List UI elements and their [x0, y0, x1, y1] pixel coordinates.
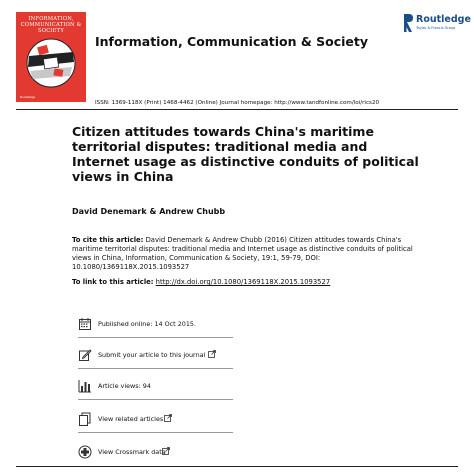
item-divider	[78, 337, 233, 338]
issn-homepage-line[interactable]: ISSN: 1369-118X (Print) 1468-4462 (Online) Journal homepage: http://www.tandfonline.com/loi/rics20	[95, 100, 380, 106]
external-link-icon	[164, 414, 172, 422]
item-divider	[78, 399, 233, 400]
related-articles-link[interactable]: View related articles	[98, 415, 164, 423]
article-authors: David Denemark & Andrew Chubb	[72, 207, 226, 216]
article-doi-link[interactable]: http://dx.doi.org/10.1080/1369118X.2015.1093527	[155, 278, 331, 286]
footer-divider	[16, 466, 458, 467]
routledge-logo-icon	[402, 13, 414, 33]
article-views-label: Article views: 94	[98, 382, 151, 390]
article-title: Citizen attitudes towards China's maritime territorial disputes: traditional media and Internet usage as distinctive conduits of political views in China	[72, 124, 419, 184]
edit-icon	[78, 348, 92, 362]
link-label: To link to this article:	[72, 278, 154, 286]
citation-label: To cite this article:	[72, 236, 144, 244]
bar-chart-icon	[78, 379, 92, 393]
submit-article-link[interactable]: Submit your article to this journal	[98, 351, 206, 359]
cover-title: INFORMATION, COMMUNICATION & SOCIETY	[20, 16, 82, 34]
item-divider	[78, 432, 233, 433]
documents-icon	[78, 412, 92, 426]
crossmark-link[interactable]: View Crossmark data	[98, 448, 166, 456]
logo-subtitle: Taylor & Francis Group	[416, 26, 456, 30]
external-link-icon	[208, 350, 216, 358]
cover-publisher: Routledge	[20, 95, 36, 99]
publisher-logo[interactable]	[402, 12, 472, 38]
external-link-icon	[162, 447, 170, 455]
item-divider	[78, 368, 233, 369]
cover-globe-illustration	[24, 36, 78, 90]
published-online-label: Published online: 14 Oct 2015.	[98, 320, 197, 328]
journal-title[interactable]: Information, Communication & Society	[95, 34, 369, 49]
article-link-line	[72, 278, 330, 286]
header-divider	[16, 109, 458, 110]
citation-text: David Denemark & Andrew Chubb (2016) Citizen attitudes towards China's maritime territorial disputes: traditional media and Internet usage as distinctive conduits of political views in China, Information, Communication & Society, 19:1, 59-79, DOI: 10.1080/1369118X.2015.1093527	[72, 236, 413, 271]
calendar-icon	[78, 317, 92, 331]
citation-block	[72, 236, 422, 272]
logo-name: Routledge	[416, 14, 471, 25]
journal-cover	[16, 12, 86, 102]
crossmark-icon	[78, 445, 92, 459]
